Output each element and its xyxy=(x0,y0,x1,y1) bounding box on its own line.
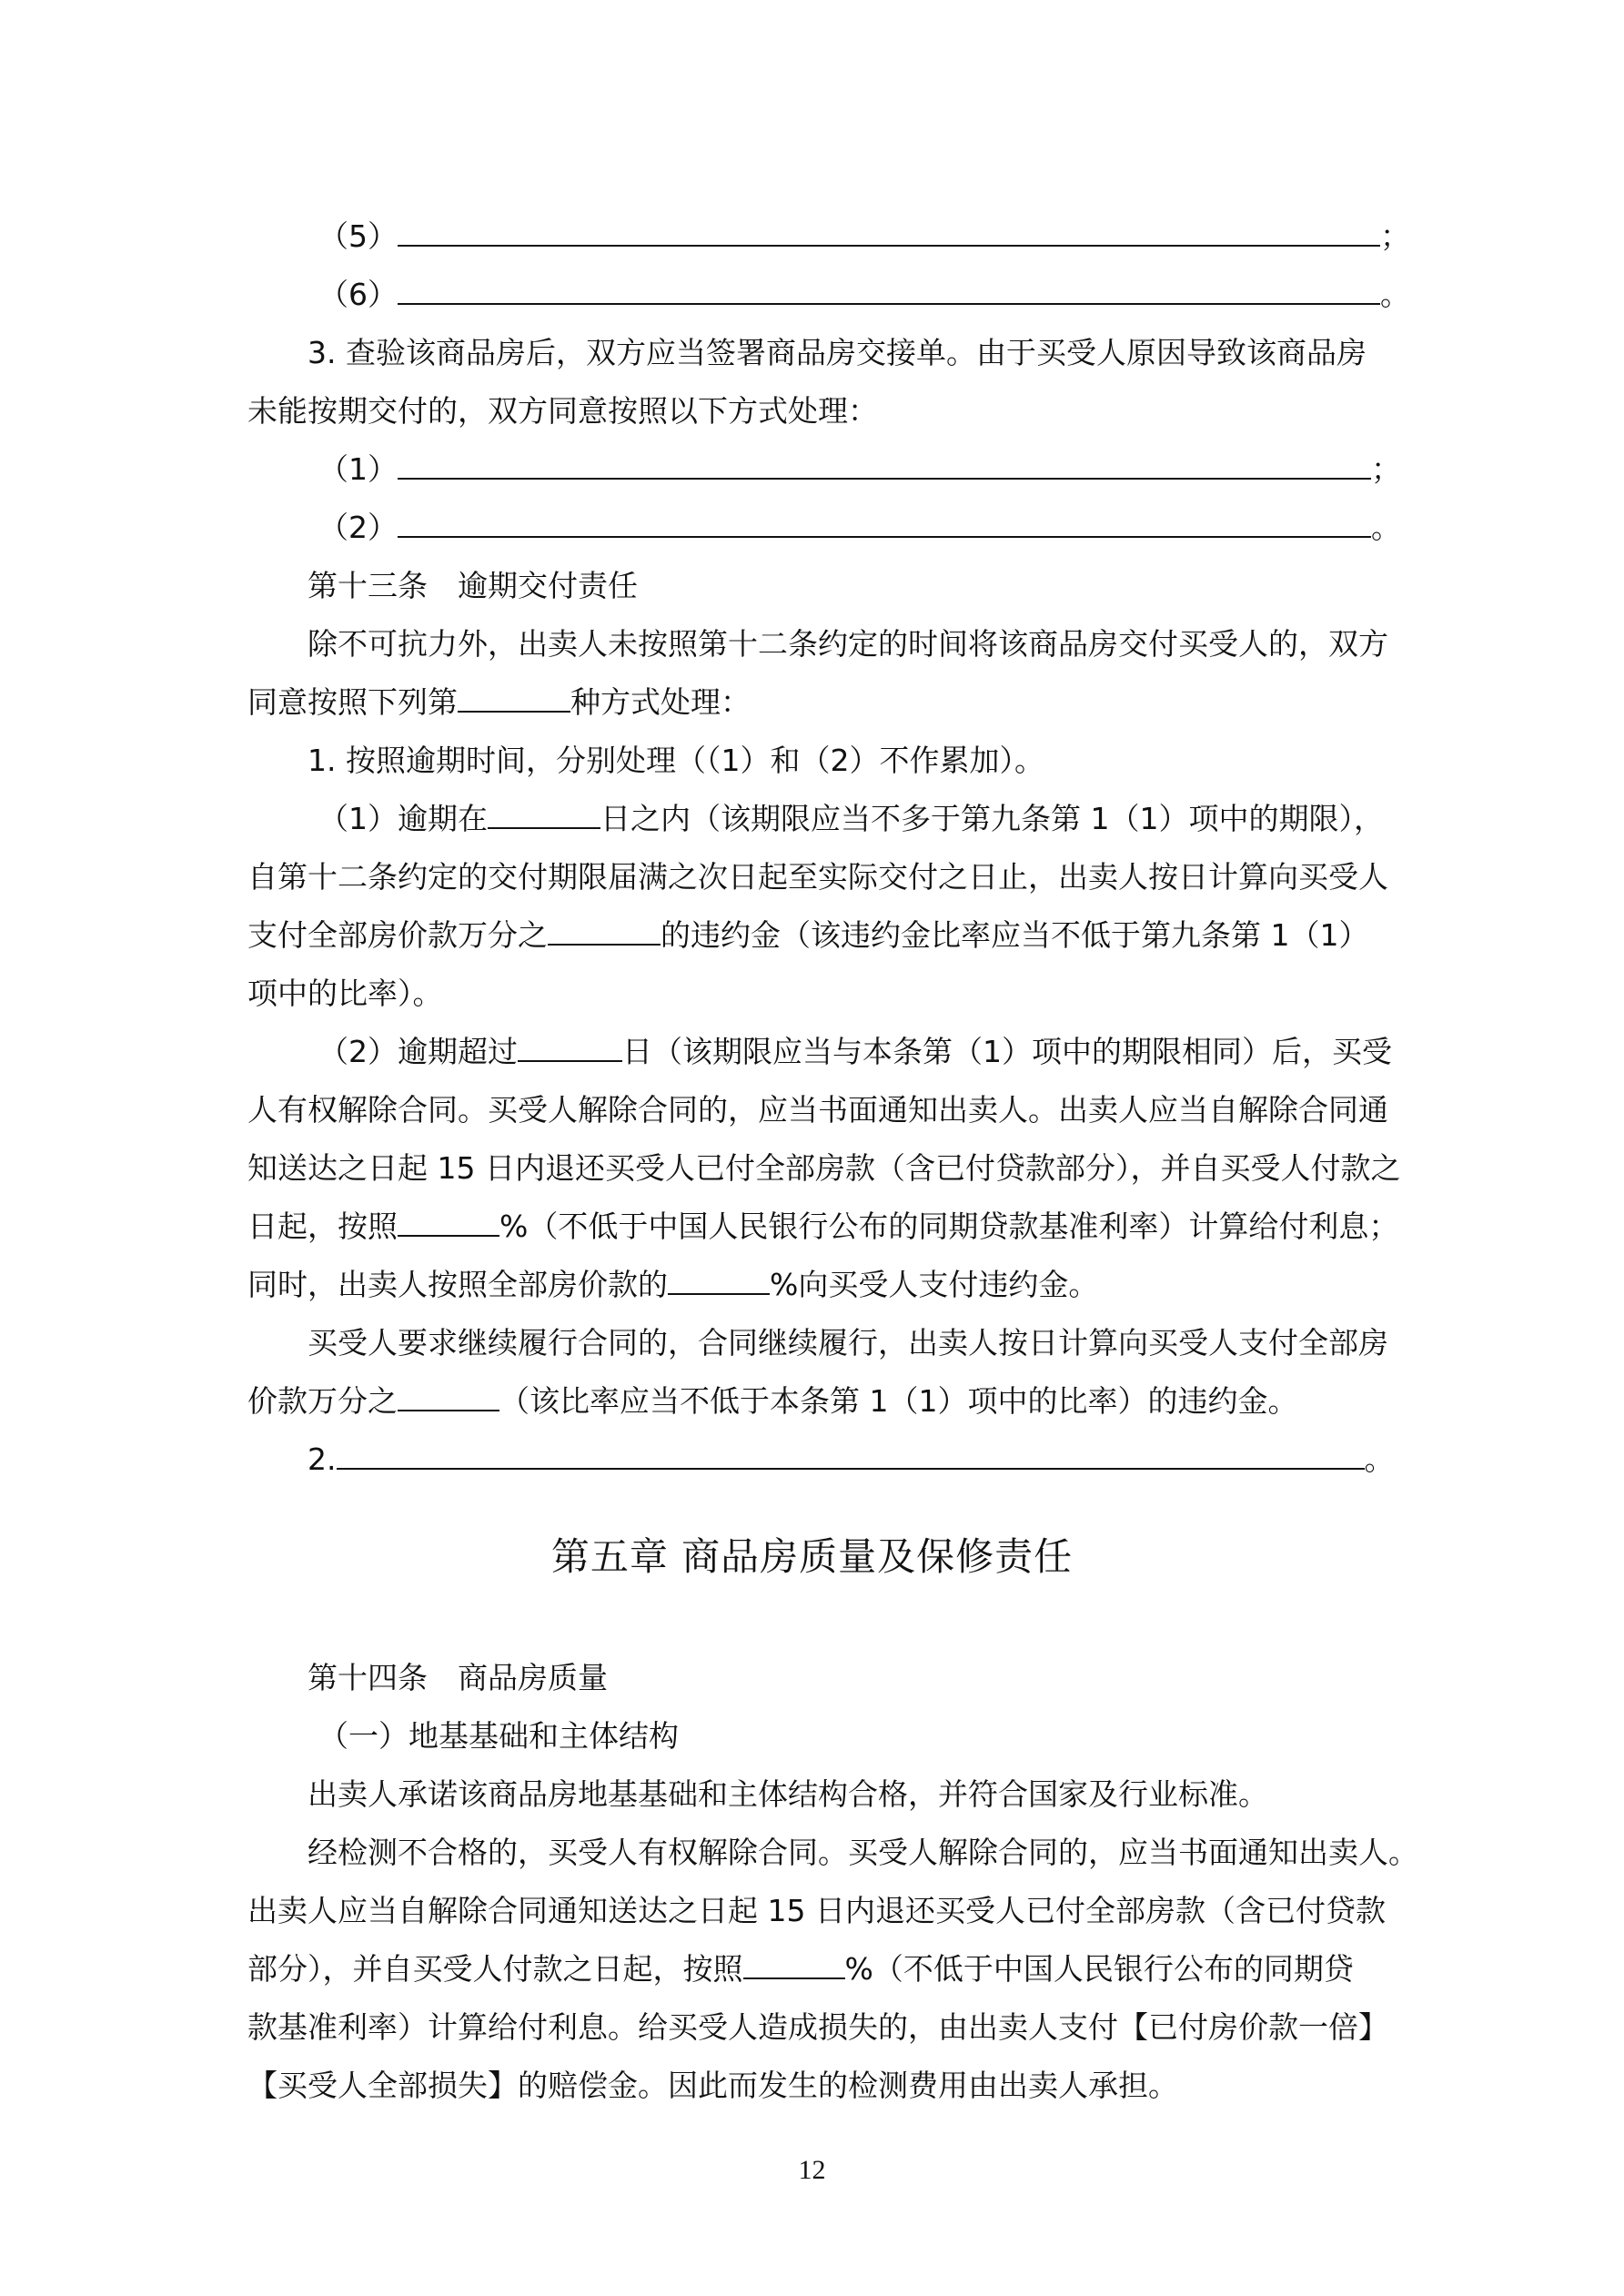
chapter-title: 第五章 商品房质量及保修责任 xyxy=(550,1534,1074,1579)
paragraph-line: 3. 查验该商品房后，双方应当签署商品房交接单。由于买受人原因导致该商品房 xyxy=(308,335,1367,370)
sub-item-2-line: （2） 。 xyxy=(318,510,1401,545)
subsection-heading: （一）地基基础和主体结构 xyxy=(318,1718,679,1754)
fill-blank[interactable] xyxy=(398,281,1380,305)
paragraph-line: 经检测不合格的，买受人有权解除合同。买受人解除合同的，应当书面通知出卖人。 xyxy=(308,1835,1418,1870)
paragraph-line: 未能按期交付的，双方同意按照以下方式处理： xyxy=(247,393,878,429)
article-14 xyxy=(247,1649,1418,2115)
paragraph-line: 买受人要求继续履行合同的，合同继续履行，出卖人按日计算向买受人支付全部房 xyxy=(308,1325,1388,1360)
paragraph-line: （1）逾期在 日之内（该期限应当不多于第九条第 1（1）项中的期限）， xyxy=(318,801,1384,836)
fill-blank[interactable] xyxy=(398,514,1371,538)
paragraph-line: 出卖人承诺该商品房地基基础和主体结构合格，并符合国家及行业标准。 xyxy=(308,1776,1268,1812)
article-14-heading: 第十四条 商品房质量 xyxy=(308,1660,608,1695)
item-label: （6） xyxy=(318,277,398,312)
paragraph-line: 自第十二条约定的交付期限届满之次日起至实际交付之日止，出卖人按日计算向买受人 xyxy=(247,859,1388,895)
item-label: （5） xyxy=(318,218,398,254)
fill-blank[interactable] xyxy=(488,805,600,829)
page-number: 12 xyxy=(798,2155,826,2185)
item-5-line: （5） ； xyxy=(318,218,1410,254)
item-label: （2） xyxy=(318,510,398,545)
option-2-line: 2. 。 xyxy=(308,1441,1395,1477)
paragraph-line: 人有权解除合同。买受人解除合同的，应当书面通知出卖人。出卖人应当自解除合同通 xyxy=(247,1092,1388,1128)
paragraph-line: 知送达之日起 15 日内退还买受人已付全部房款（含已付贷款部分），并自买受人付款之 xyxy=(247,1150,1401,1186)
option-1-line: 1. 按照逾期时间，分别处理（（1）和（2）不作累加）。 xyxy=(308,743,1044,778)
fill-blank[interactable] xyxy=(743,1956,845,1979)
item-6-line: （6） 。 xyxy=(318,277,1410,312)
fill-blank[interactable] xyxy=(398,1213,499,1237)
sub-item-1-line: （1） ； xyxy=(318,451,1401,487)
paragraph-line: 项中的比率）。 xyxy=(247,976,443,1011)
paragraph-line: 出卖人应当自解除合同通知送达之日起 15 日内退还买受人已付全部房款（含已付贷款 xyxy=(247,1893,1386,1928)
fill-blank[interactable] xyxy=(398,223,1380,247)
fill-blank[interactable] xyxy=(548,922,661,946)
item-label: （1） xyxy=(318,451,398,487)
fill-blank[interactable] xyxy=(668,1271,770,1295)
paragraph-line: （2）逾期超过 日（该期限应当与本条第（1）项中的期限相同）后，买受 xyxy=(318,1034,1392,1069)
paragraph-line: 日起，按照 %（不低于中国人民银行公布的同期贷款基准利率）计算给付利息； xyxy=(247,1209,1399,1244)
fill-blank[interactable] xyxy=(398,456,1371,480)
paragraph-line: 除不可抗力外，出卖人未按照第十二条约定的时间将该商品房交付买受人的，双方 xyxy=(308,626,1388,662)
paragraph-line: 【买受人全部损失】的赔偿金。因此而发生的检测费用由出卖人承担。 xyxy=(247,2068,1178,2103)
fill-blank[interactable] xyxy=(458,689,570,713)
fill-blank[interactable] xyxy=(518,1038,622,1062)
article-13-heading: 第十三条 逾期交付责任 xyxy=(308,568,638,603)
paragraph-line: 支付全部房价款万分之 的违约金（该违约金比率应当不低于第九条第 1（1） xyxy=(247,917,1369,953)
paragraph-line: 同时，出卖人按照全部房价款的 %向买受人支付违约金。 xyxy=(247,1267,1099,1302)
fill-blank[interactable] xyxy=(398,1388,499,1411)
fill-blank[interactable] xyxy=(337,1446,1365,1470)
paragraph-line: 款基准利率）计算给付利息。给买受人造成损失的，由出卖人支付【已付房价款一倍】 xyxy=(247,2009,1388,2045)
paragraph-line: 同意按照下列第 种方式处理： xyxy=(247,684,751,720)
paragraph-line: 价款万分之 （该比率应当不低于本条第 1（1）项中的比率）的违约金。 xyxy=(247,1383,1298,1419)
paragraph-line: 部分），并自买受人付款之日起，按照 %（不低于中国人民银行公布的同期贷 xyxy=(247,1951,1354,1987)
section-12-continued xyxy=(247,207,1410,1489)
